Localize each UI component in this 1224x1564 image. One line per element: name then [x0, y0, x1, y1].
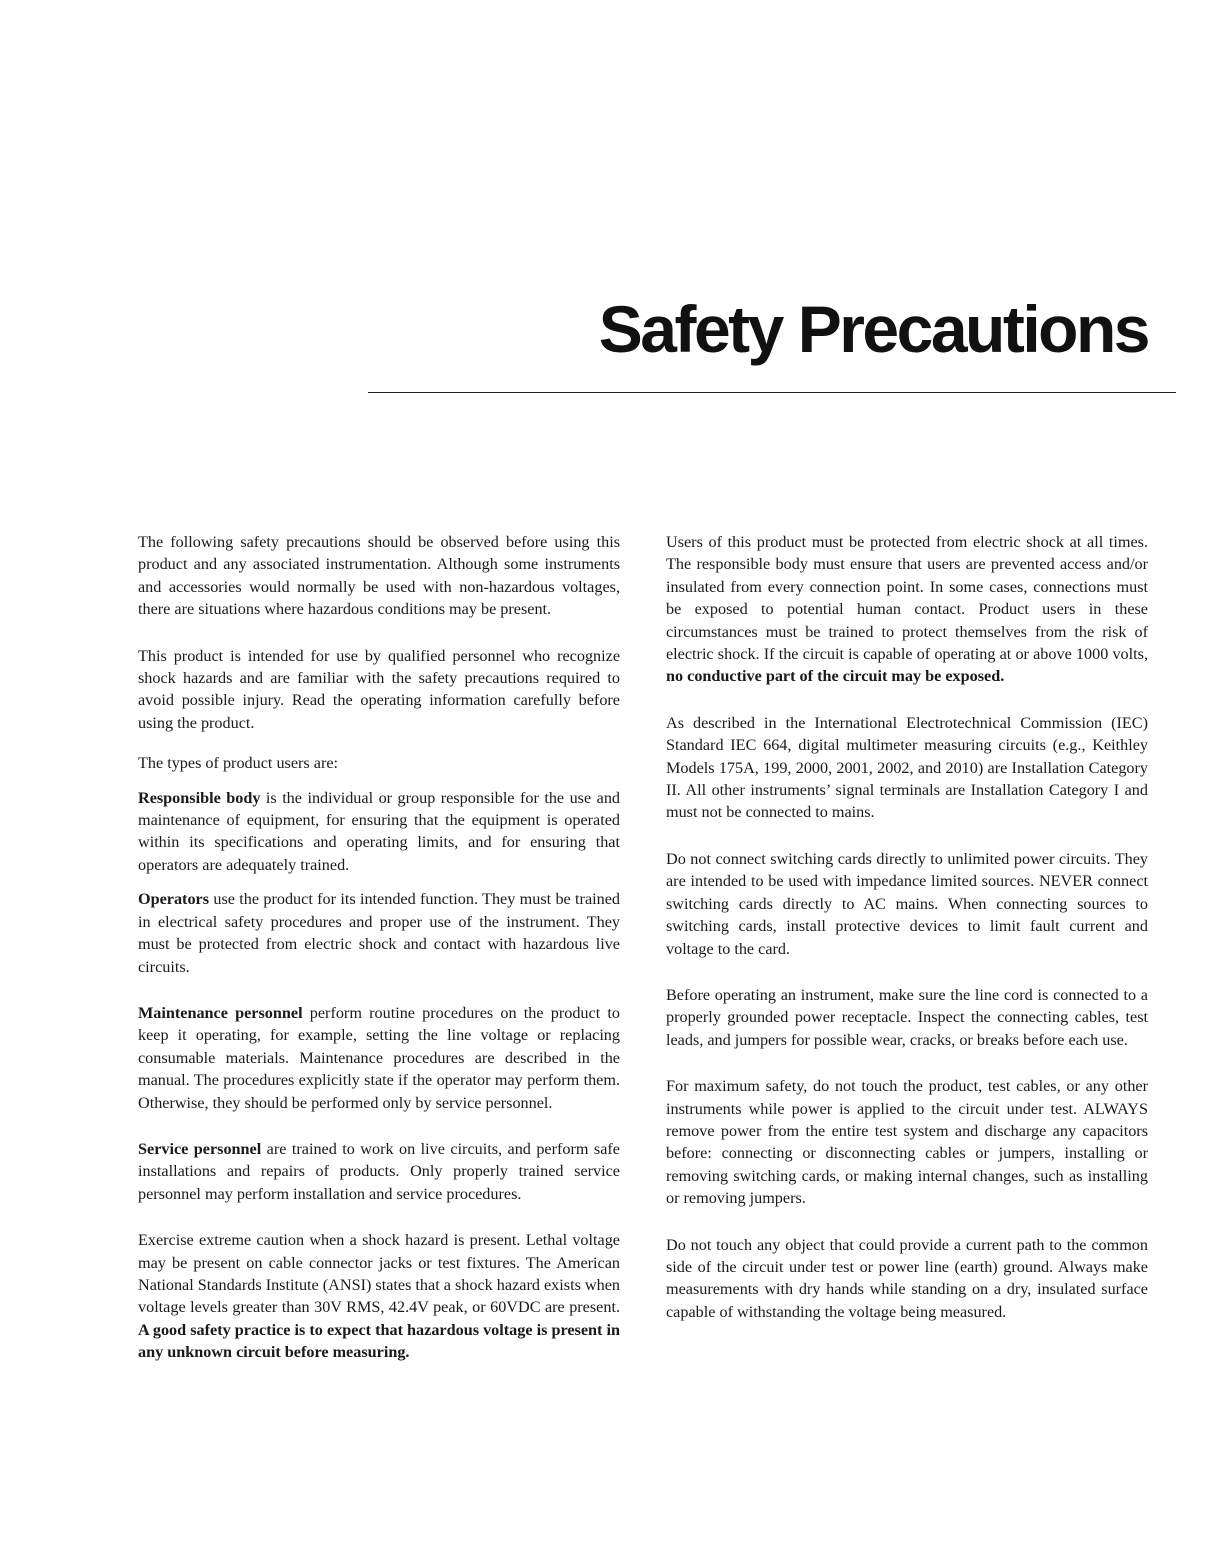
title-rule — [368, 392, 1176, 393]
maintenance-personnel-text: perform routine procedures on the product to keep it operating, for example, setting the line voltage or replacing consumable materials. Maintenance procedures are described in the manual. The procedures explicitly state if the operator may perform them. Otherwise, they should be performed only by service personnel. — [138, 1003, 620, 1112]
switching-cards-paragraph: Do not connect switching cards directly to unlimited power circuits. They are intended to be used with impedance limited sources. NEVER connect switching cards directly to AC mains. When connecting sources to switching cards, install protective devices to limit fault current and voltage to the card. — [666, 849, 1148, 958]
maintenance-personnel-term: Maintenance personnel — [138, 1003, 303, 1022]
operators-text: use the product for its intended function. They must be trained in electrical safety procedures and proper use of the instrument. They must be protected from electric shock and contact with hazardous live circuits. — [138, 890, 620, 976]
page-title: Safety Precautions — [598, 292, 1148, 366]
operators-term: Operators — [138, 890, 210, 909]
conductive-part-warning: no conductive part of the circuit may be exposed. — [666, 667, 1005, 686]
operators-paragraph — [138, 888, 620, 978]
shock-hazard-paragraph — [138, 1229, 620, 1363]
iec-standard-paragraph: As described in the International Electrotechnical Commission (IEC) Standard IEC 664, digital multimeter measuring circuits (e.g., Keithley Models 175A, 199, 2000, 2001, 2002, and 2010) are Installation Category II. All other instruments’ signal terminals are Installation Category I and must not be connected to mains. — [666, 713, 1148, 822]
responsible-body-paragraph — [138, 787, 620, 877]
intro-paragraph: The following safety precautions should be observed before using this product and any associated instrumentation. Although some instruments and accessories would normally be used with non-hazardous voltages, there are situations where hazardous conditions may be present. — [138, 533, 620, 619]
user-protection-text: Users of this product must be protected from electric shock at all times. The responsible body must ensure that users are prevented access and/or insulated from every connection point. In some cases, connections must be exposed to potential human contact. Product users in these circumstances must be trained to protect themselves from the risk of electric shock. If the circuit is capable of operating at or above 1000 volts, — [666, 533, 1148, 664]
service-personnel-text: are trained to work on live circuits, and perform safe installations and repairs of products. Only properly trained service personnel may perform installation and service procedures. — [138, 1139, 620, 1203]
current-path-paragraph: Do not touch any object that could provide a current path to the common side of the circuit under test or power line (earth) ground. Always make measurements with dry hands while standing on a dry, insulated surface capable of withstanding the voltage being measured. — [666, 1235, 1148, 1321]
user-types-paragraph: The types of product users are: — [138, 754, 339, 773]
user-protection-paragraph — [666, 531, 1148, 688]
responsible-body-term: Responsible body — [138, 788, 261, 807]
maximum-safety-paragraph: For maximum safety, do not touch the product, test cables, or any other instruments while power is applied to the circuit under test. ALWAYS remove power from the entire test system and discharge any capacitors before: connecting or disconnecting cables or jumpers, installing or removing switching cards, or making internal changes, such as installing or removing jumpers. — [666, 1077, 1148, 1208]
qualified-personnel-paragraph: This product is intended for use by qualified personnel who recognize shock hazards and are familiar with the safety precautions required to avoid possible injury. Read the operating information carefully before using the product. — [138, 646, 620, 732]
service-personnel-paragraph — [138, 1138, 620, 1205]
responsible-body-text: is the individual or group responsible for the use and maintenance of equipment, for ensuring that the equipment is operated within its specifications and operating limits, and for ensuring that operators are adequately trained. — [138, 788, 621, 874]
shock-hazard-text: Exercise extreme caution when a shock hazard is present. Lethal voltage may be present on cable connector jacks or test fixtures. The American National Standards Institute (ANSI) states that a shock hazard exists when voltage levels greater than 30V RMS, 42.4V peak, or 60VDC are present. — [138, 1231, 620, 1317]
safety-practice-statement: A good safety practice is to expect that hazardous voltage is present in any unknown circuit before measuring. — [138, 1320, 620, 1362]
maintenance-personnel-paragraph — [138, 1002, 620, 1114]
service-personnel-term: Service personnel — [138, 1139, 262, 1158]
right-column — [666, 531, 1148, 1341]
left-column — [138, 531, 620, 1382]
line-cord-paragraph: Before operating an instrument, make sure the line cord is connected to a properly grounded power receptacle. Inspect the connecting cables, test leads, and jumpers for possible wear, cracks, or breaks before each use. — [666, 985, 1148, 1049]
